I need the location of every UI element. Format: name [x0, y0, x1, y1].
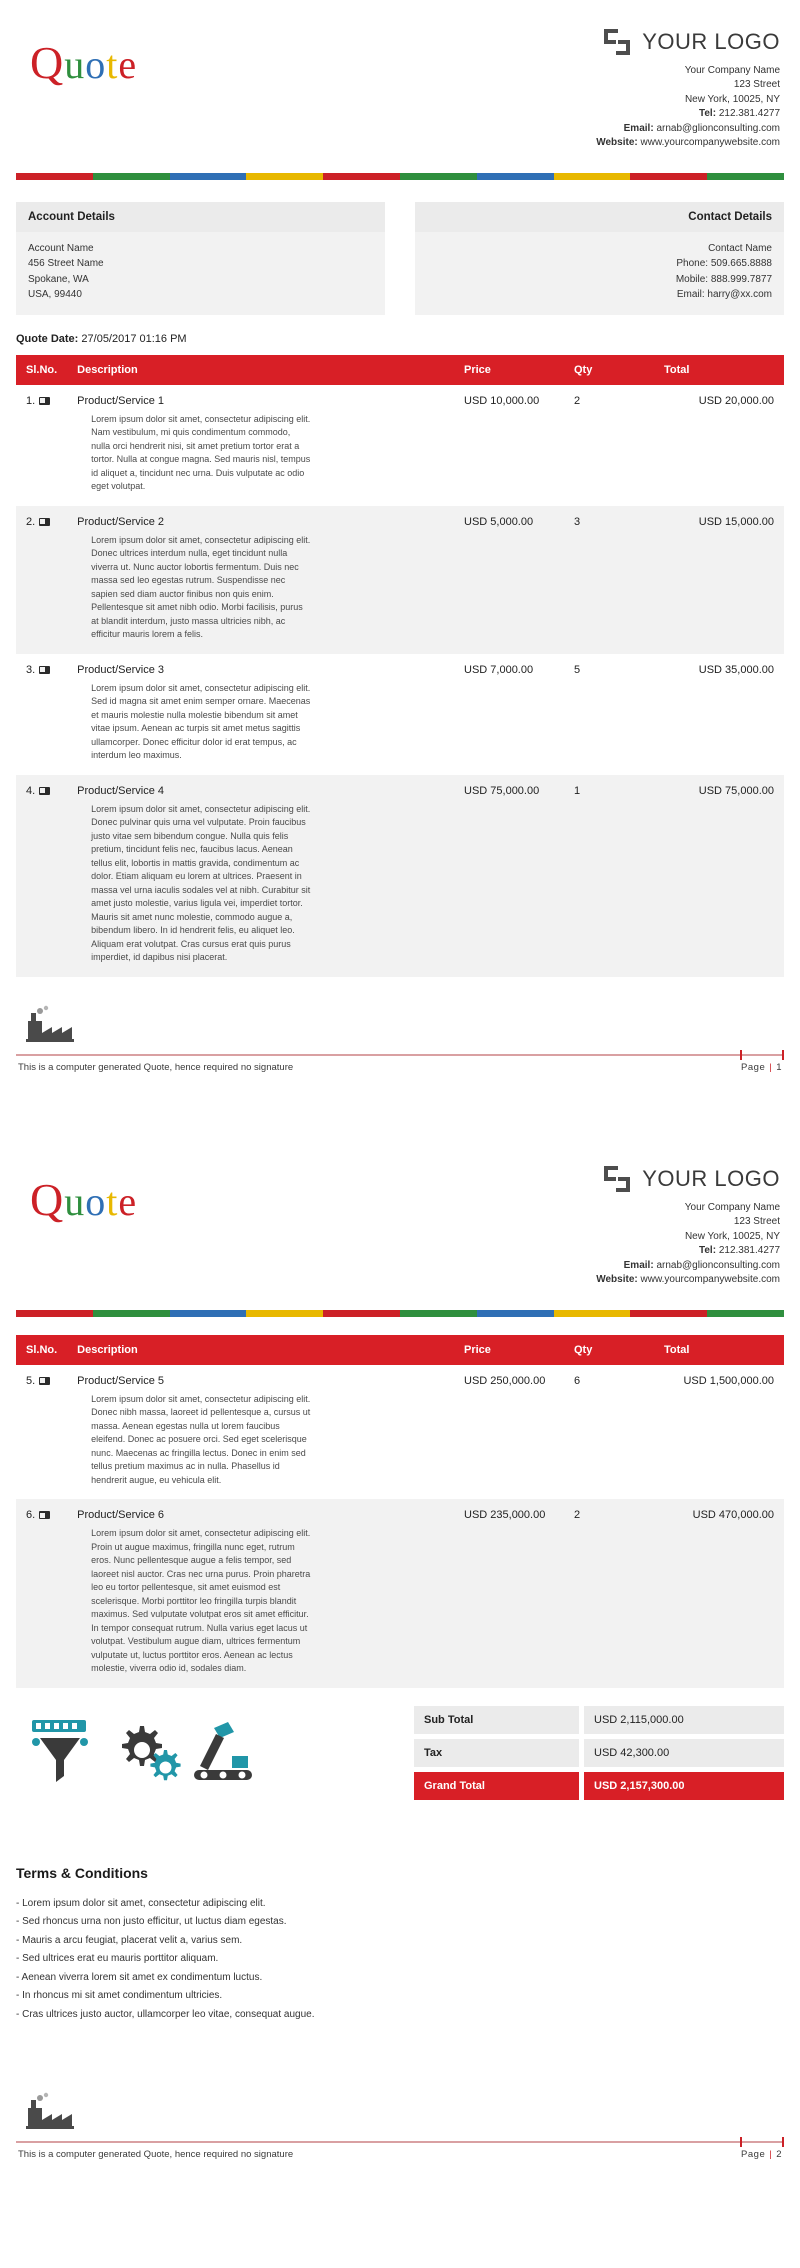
website-value: www.yourcompanywebsite.com [640, 137, 780, 149]
company-street-2: 123 Street [733, 1216, 780, 1228]
footer-tick-right [782, 1050, 784, 1060]
cell-qty: 1 [564, 775, 654, 803]
quote-letter-e: e [118, 42, 138, 87]
cell-qty: 2 [564, 1499, 654, 1527]
cell-total: USD 35,000.00 [698, 663, 774, 676]
color-segment-2 [170, 1310, 247, 1317]
terms-item: - Lorem ipsum dolor sit amet, consectetur adipiscing elit. [16, 1897, 266, 1909]
cell-description: Lorem ipsum dolor sit amet, consectetur adipiscing elit. Donec pulvinar quis urna vel vulputate. Proin faucibus justo vitae sem bibendum congue. Nulla quis felis pretium, tincidunt felis nec, faucibus lacus. Aenean tellus elit, lobortis in mattis gravida, condimentum ac dolor. Etiam aliquam eu lorem at ultrices. Praesent in massa vel urna iaculis sodales vel at nibh. Curabitur sit amet justo molestie, varius ligula vei, imperdiet tortor. Mauris sit amet nunc molestie, commodo augue a, bibendum libero. In id hendrerit felis, eu aliquet leo. Aliquam erat volutpat. Cras cursus erat quis purus imperdiet, id dapibus nisi placerat. [91, 803, 311, 963]
footer-row-1 [16, 1056, 784, 1073]
table-row-description [16, 1527, 784, 1688]
footer-tick-left-2 [740, 2137, 742, 2147]
company-street: 123 Street [733, 79, 780, 91]
color-segment-7 [554, 1310, 631, 1317]
color-segment-4 [323, 1310, 400, 1317]
terms-item: - Cras ultrices justo auctor, ullamcorper leo vitae, consequat augue. [16, 2008, 315, 2020]
account-details-title: Account Details [16, 202, 385, 232]
company-city: New York, 10025, NY [684, 93, 780, 105]
contact-phone: Phone: 509.665.8888 [676, 258, 772, 270]
table-row [16, 1365, 784, 1393]
company-tel-2 [520, 1244, 780, 1259]
table-row-description [16, 413, 784, 506]
color-segment-8 [630, 173, 707, 180]
contact-details-body [415, 232, 784, 303]
totals-section [16, 1706, 784, 1805]
table-row-description [16, 534, 784, 654]
table-header-row-2 [16, 1335, 784, 1365]
quote-date-label: Quote Date: [16, 332, 79, 345]
account-street: 456 Street Name [28, 258, 104, 270]
quote-title [20, 22, 137, 86]
logo-row-2 [520, 1163, 780, 1195]
cell-description: Lorem ipsum dolor sit amet, consectetur adipiscing elit. Donec nibh massa, laoreet id pellentesque a, cursus ut massa. Aenean egestas nulla ut lorem faucibus eleifend. Donec ac posuere orci. Sed eget scelerisque nunc. Maecenas ac fringilla lectus. Donec in enim sed tellus pretium maximus ac in nulla. Phasellus id hendrerit augue, eu vehicula elit. [91, 1393, 311, 1485]
cell-product-name: Product/Service 6 [67, 1499, 454, 1527]
company-email-2 [520, 1259, 780, 1274]
cell-description: Lorem ipsum dolor sit amet, consectetur adipiscing elit. Proin ut augue maximus, fringilla nunc eget, rutrum eros. Nunc pellentesque augue a felis tempor, sed laoreet nisl auctor. Cras nec urna purus. Proin pharetra leo eu tortor pellentesque, sit amet euismod est scelerisque. Morbi porttitor leo fringilla turpis blandit maximus. Sed vulputate volutpat eros sit amet efficitur. In tempor consequat rutrum. Nulla varius eget lacus ut volutpat. Vestibulum augue diam, ultrices fermentum vulputate ut, luctus porttitor eros. Aenean ac lectus molestie, viverra odio id, sodales diam. [91, 1528, 311, 1674]
company-name-2: Your Company Name [684, 1201, 780, 1213]
terms-item: - In rhoncus mi sit amet condimentum ultricies. [16, 1990, 223, 2002]
account-city: Spokane, WA [28, 273, 89, 285]
subtotal-label: Sub Total [414, 1706, 579, 1734]
header-total: Total [654, 355, 784, 385]
quote-letter-q-2: Q [30, 1173, 65, 1225]
company-name: Your Company Name [684, 64, 780, 76]
cell-sl-no: 4. [16, 775, 67, 803]
company-email [520, 122, 780, 137]
quote-page-1 [0, 0, 800, 1073]
bracket-logo-icon [602, 27, 632, 57]
product-box-icon [39, 1377, 50, 1385]
header-sl-no-2: Sl.No. [16, 1335, 67, 1365]
color-segment-3 [246, 1310, 323, 1317]
table-header-row [16, 355, 784, 385]
product-box-icon [39, 666, 50, 674]
quote-letter-o-2: o [85, 1178, 107, 1224]
tax-value: USD 42,300.00 [584, 1739, 784, 1767]
color-segment-0 [16, 1310, 93, 1317]
company-tel [520, 107, 780, 122]
page-value: 1 [776, 1061, 782, 1073]
footer-tick-right-2 [782, 2137, 784, 2147]
account-country: USA, 99440 [28, 289, 82, 301]
company-website-2 [520, 1273, 780, 1288]
header-price-2: Price [454, 1335, 564, 1365]
line-items-table-page1 [16, 355, 784, 977]
quote-date-value: 27/05/2017 01:16 PM [81, 332, 187, 345]
header-price: Price [454, 355, 564, 385]
email-value: arnab@glionconsulting.com [656, 122, 780, 134]
table-row [16, 654, 784, 682]
color-segment-1 [93, 1310, 170, 1317]
cell-description: Lorem ipsum dolor sit amet, consectetur adipiscing elit. Nam vestibulum, mi quis condimentum commodo, nulla orci hendrerit nisi, sit amet pretium tortor erat a tortor. Nulla at congue magna. Sed mauris nisl, tempus id aliquet a, tincidunt nec urna. Duis vulputate ac odio eget volutpat. [91, 413, 311, 492]
cell-sl-no: 2. [16, 506, 67, 534]
cell-total: USD 15,000.00 [654, 506, 784, 534]
terms-item: - Aenean viverra lorem sit amet ex condimentum luctus. [16, 1971, 263, 1983]
tel-value: 212.381.4277 [718, 108, 780, 120]
footer-note-2: This is a computer generated Quote, hence required no signature [18, 2149, 294, 2161]
contact-mobile: Mobile: 888.999.7877 [675, 273, 772, 285]
grand-total-row [414, 1772, 784, 1800]
footer-divider-2 [16, 2141, 784, 2143]
cell-product-name: Product/Service 3 [77, 663, 164, 676]
footer-note: This is a computer generated Quote, hence required no signature [18, 1061, 294, 1073]
page-gap [0, 1073, 800, 1113]
tel-value-2: 212.381.4277 [718, 1245, 780, 1257]
page-word-2: Page [741, 2149, 766, 2161]
cell-total: USD 75,000.00 [654, 775, 784, 803]
cell-qty: 3 [564, 506, 654, 534]
color-segment-8 [630, 1310, 707, 1317]
cell-product-name: Product/Service 5 [77, 1374, 164, 1387]
cell-qty: 6 [574, 1374, 581, 1387]
terms-title: Terms & Conditions [16, 1864, 148, 1881]
cell-price: USD 7,000.00 [464, 663, 534, 676]
company-block [520, 22, 780, 151]
quote-letter-e-2: e [118, 1178, 138, 1224]
header-total-2: Total [654, 1335, 784, 1365]
table-row-description [16, 682, 784, 775]
terms-list [16, 1895, 784, 2025]
subtotal-row [414, 1706, 784, 1734]
cell-total: USD 470,000.00 [654, 1499, 784, 1527]
product-box-icon [39, 787, 50, 795]
cell-price: USD 250,000.00 [464, 1374, 546, 1387]
cell-product-name: Product/Service 2 [67, 506, 454, 534]
quote-date [16, 333, 784, 345]
tax-label: Tax [414, 1739, 579, 1767]
company-city-2: New York, 10025, NY [684, 1230, 780, 1242]
contact-details-box [415, 202, 784, 315]
grand-total-label: Grand Total [414, 1772, 579, 1800]
tel-label-2: Tel: [699, 1245, 717, 1257]
logo-text-2: YOUR LOGO [642, 1165, 780, 1191]
factory-icon [22, 1005, 784, 1050]
color-segment-3 [246, 173, 323, 180]
color-segment-1 [93, 173, 170, 180]
terms-item: - Sed ultrices erat eu mauris porttitor aliquam. [16, 1953, 219, 1965]
cell-sl-no: 5. [16, 1365, 67, 1393]
product-box-icon [39, 518, 50, 526]
cell-price: USD 5,000.00 [454, 506, 564, 534]
table-row-description [16, 803, 784, 977]
footer-tick-left [740, 1050, 742, 1060]
terms-item: - Sed rhoncus urna non justo efficitur, ut luctus diam egestas. [16, 1916, 287, 1928]
cell-qty: 2 [574, 394, 581, 407]
product-box-icon [39, 397, 50, 405]
page-number-2: Page | 2 [741, 2149, 782, 2161]
quote-letter-u-2: u [64, 1178, 86, 1224]
account-details-body [16, 232, 385, 303]
quote-letter-t-2: t [106, 1178, 119, 1224]
table-row-description [16, 1393, 784, 1500]
contact-details-title: Contact Details [415, 202, 784, 232]
industry-icons [16, 1706, 256, 1795]
color-segment-5 [400, 173, 477, 180]
email-label: Email: [623, 122, 654, 134]
cell-price: USD 10,000.00 [464, 394, 540, 407]
account-name: Account Name [28, 242, 94, 254]
website-label-2: Website: [596, 1274, 638, 1286]
cell-description: Lorem ipsum dolor sit amet, consectetur adipiscing elit. Sed id magna sit amet enim semper ornare. Maecenas et mauris molestie nulla molestie bibendum sit amet vitae ipsum. Aenean ac turpis sit amet metus sagittis ullamcorper. Donec efficitur dolor id erat tempus, ac interdum leo maximus. [91, 682, 311, 761]
color-segment-6 [477, 173, 554, 180]
terms-and-conditions [16, 1865, 784, 2025]
table-row [16, 506, 784, 534]
subtotal-value: USD 2,115,000.00 [584, 1706, 784, 1734]
cell-total: USD 1,500,000.00 [683, 1374, 774, 1387]
footer-divider [16, 1054, 784, 1056]
tax-row [414, 1739, 784, 1767]
page-footer-2 [16, 2064, 784, 2160]
quote-title-2 [20, 1159, 137, 1223]
cell-product-name: Product/Service 4 [67, 775, 454, 803]
page-footer-1 [16, 977, 784, 1073]
table-row [16, 385, 784, 413]
company-website [520, 136, 780, 151]
header-description: Description [67, 355, 454, 385]
quote-letter-t: t [106, 42, 119, 87]
quote-letter-q: Q [30, 37, 65, 88]
details-row [16, 202, 784, 315]
product-box-icon [39, 1511, 50, 1519]
document-header-2 [0, 1137, 800, 1296]
color-segment-9 [707, 173, 784, 180]
color-segment-5 [400, 1310, 477, 1317]
logo-text: YOUR LOGO [642, 29, 780, 54]
website-value-2: www.yourcompanywebsite.com [640, 1274, 780, 1286]
bracket-logo-icon [602, 1164, 632, 1194]
color-segment-9 [707, 1310, 784, 1317]
cell-total: USD 20,000.00 [698, 394, 774, 407]
quote-letter-o: o [85, 42, 107, 87]
table-row [16, 775, 784, 803]
page-word: Page [741, 1061, 766, 1073]
color-segment-6 [477, 1310, 554, 1317]
color-divider-bar [16, 173, 784, 180]
footer-row-2 [16, 2143, 784, 2160]
header-qty-2: Qty [564, 1335, 654, 1365]
color-divider-bar-2 [16, 1310, 784, 1317]
cell-product-name: Product/Service 1 [77, 394, 164, 407]
contact-name: Contact Name [708, 242, 772, 254]
cell-price: USD 75,000.00 [454, 775, 564, 803]
header-sl-no: Sl.No. [16, 355, 67, 385]
terms-item: - Mauris a arcu feugiat, placerat velit a, varius sem. [16, 1934, 243, 1946]
grand-total-value: USD 2,157,300.00 [584, 1772, 784, 1800]
cell-sl-no: 1. [16, 385, 67, 413]
email-value-2: arnab@glionconsulting.com [656, 1259, 780, 1271]
cell-description: Lorem ipsum dolor sit amet, consectetur adipiscing elit. Donec ultrices interdum nulla, eget tincidunt nulla viverra ut. Nunc auctor lobortis fermentum. Duis nec massa sed leo egestas rutrum. Suspendisse nec sapien sed diam auctor finibus non quis enim. Pellentesque sit amet nibh odio. Morbi facilisis, purus at blandit interdum, justo massa ultricies nibh, ac efficitur mauris lorem a felis. [91, 534, 311, 640]
cell-qty: 5 [574, 663, 581, 676]
cell-sl-no: 3. [16, 654, 67, 682]
color-segment-7 [554, 173, 631, 180]
color-segment-4 [323, 173, 400, 180]
quote-letter-u: u [64, 42, 86, 87]
page-value-2: 2 [776, 2149, 782, 2161]
company-block-2 [520, 1159, 780, 1288]
totals-table [414, 1706, 784, 1805]
header-description-2: Description [67, 1335, 454, 1365]
color-segment-2 [170, 173, 247, 180]
table-row [16, 1499, 784, 1527]
cell-price: USD 235,000.00 [454, 1499, 564, 1527]
page-number-1: Page | 1 [741, 1061, 782, 1073]
tel-label: Tel: [699, 108, 717, 120]
color-segment-0 [16, 173, 93, 180]
factory-icon [22, 2092, 784, 2137]
document-header [0, 0, 800, 159]
logo-row [520, 26, 780, 58]
contact-email: Email: harry@xx.com [676, 289, 772, 301]
quote-page-2 [0, 1113, 800, 2160]
account-details-box [16, 202, 385, 315]
email-label-2: Email: [623, 1259, 654, 1271]
line-items-table-page2 [16, 1335, 784, 1688]
cell-sl-no: 6. [16, 1499, 67, 1527]
header-qty: Qty [564, 355, 654, 385]
website-label: Website: [596, 137, 638, 149]
